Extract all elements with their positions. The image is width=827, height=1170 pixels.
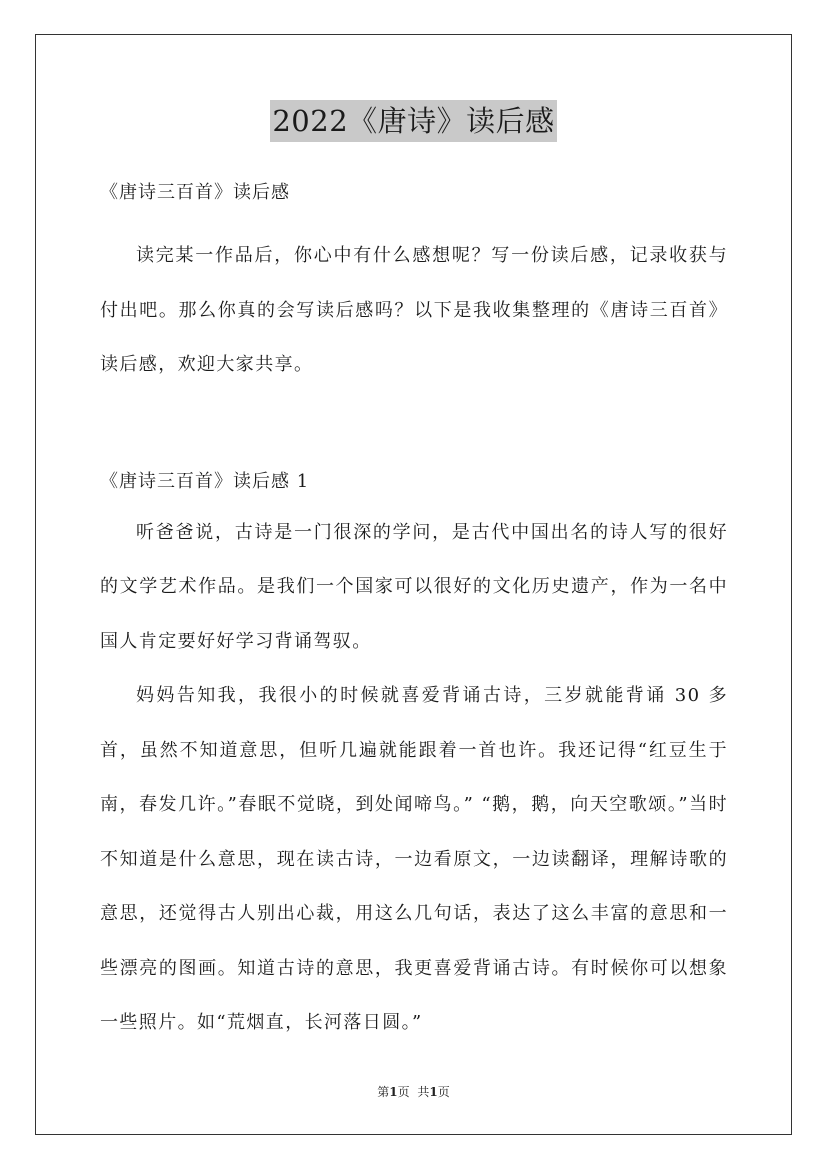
page-footer bbox=[0, 1083, 827, 1100]
page-prefix: 第 bbox=[377, 1085, 390, 1099]
total-prefix: 共 bbox=[417, 1085, 430, 1099]
body-paragraph-1: 听爸爸说，古诗是一门很深的学问，是古代中国出名的诗人写的很好的文学艺术作品。是我们一个国家可以很好的文化历史遗产，作为一名中国人肯定要好好学习背诵驾驭。 bbox=[100, 521, 728, 652]
page-current: 1 bbox=[389, 1085, 398, 1099]
title-container bbox=[0, 100, 827, 142]
section-heading-2: 《唐诗三百首》读后感 1 bbox=[100, 470, 310, 492]
body-paragraph-2: 妈妈告知我，我很小的时候就喜爱背诵古诗，三岁就能背诵 30 多首，虽然不知道意思，但听几遍就能跟着一首也许。我还记得“红豆生于南，春发几许。”春眠不觉晓，到处闻啼鸟。” “鹅，鹅，向天空歌颂。”当时不知道是什么意思，现在读古诗，一边看原文，一边读翻译，理解诗歌的意思，还觉得古人别出心裁，用这么几句话，表达了这么丰富的意思和一些漂亮的图画。知道古诗的意思，我更喜爱背诵古诗。有时候你可以想象一些照片。如“荒烟直，长河落日圆。” bbox=[100, 685, 728, 1033]
page-suffix: 页 bbox=[397, 1085, 410, 1099]
intro-paragraph: 读完某一作品后，你心中有什么感想呢？写一份读后感，记录收获与付出吧。那么你真的会写读后感吗？以下是我收集整理的《唐诗三百首》读后感，欢迎大家共享。 bbox=[100, 245, 728, 375]
page-total: 1 bbox=[429, 1085, 438, 1099]
document-title: 2022《唐诗》读后感 bbox=[270, 100, 556, 142]
document-body bbox=[100, 176, 728, 1051]
total-suffix: 页 bbox=[437, 1085, 450, 1099]
section-heading-1: 《唐诗三百首》读后感 bbox=[100, 182, 290, 203]
